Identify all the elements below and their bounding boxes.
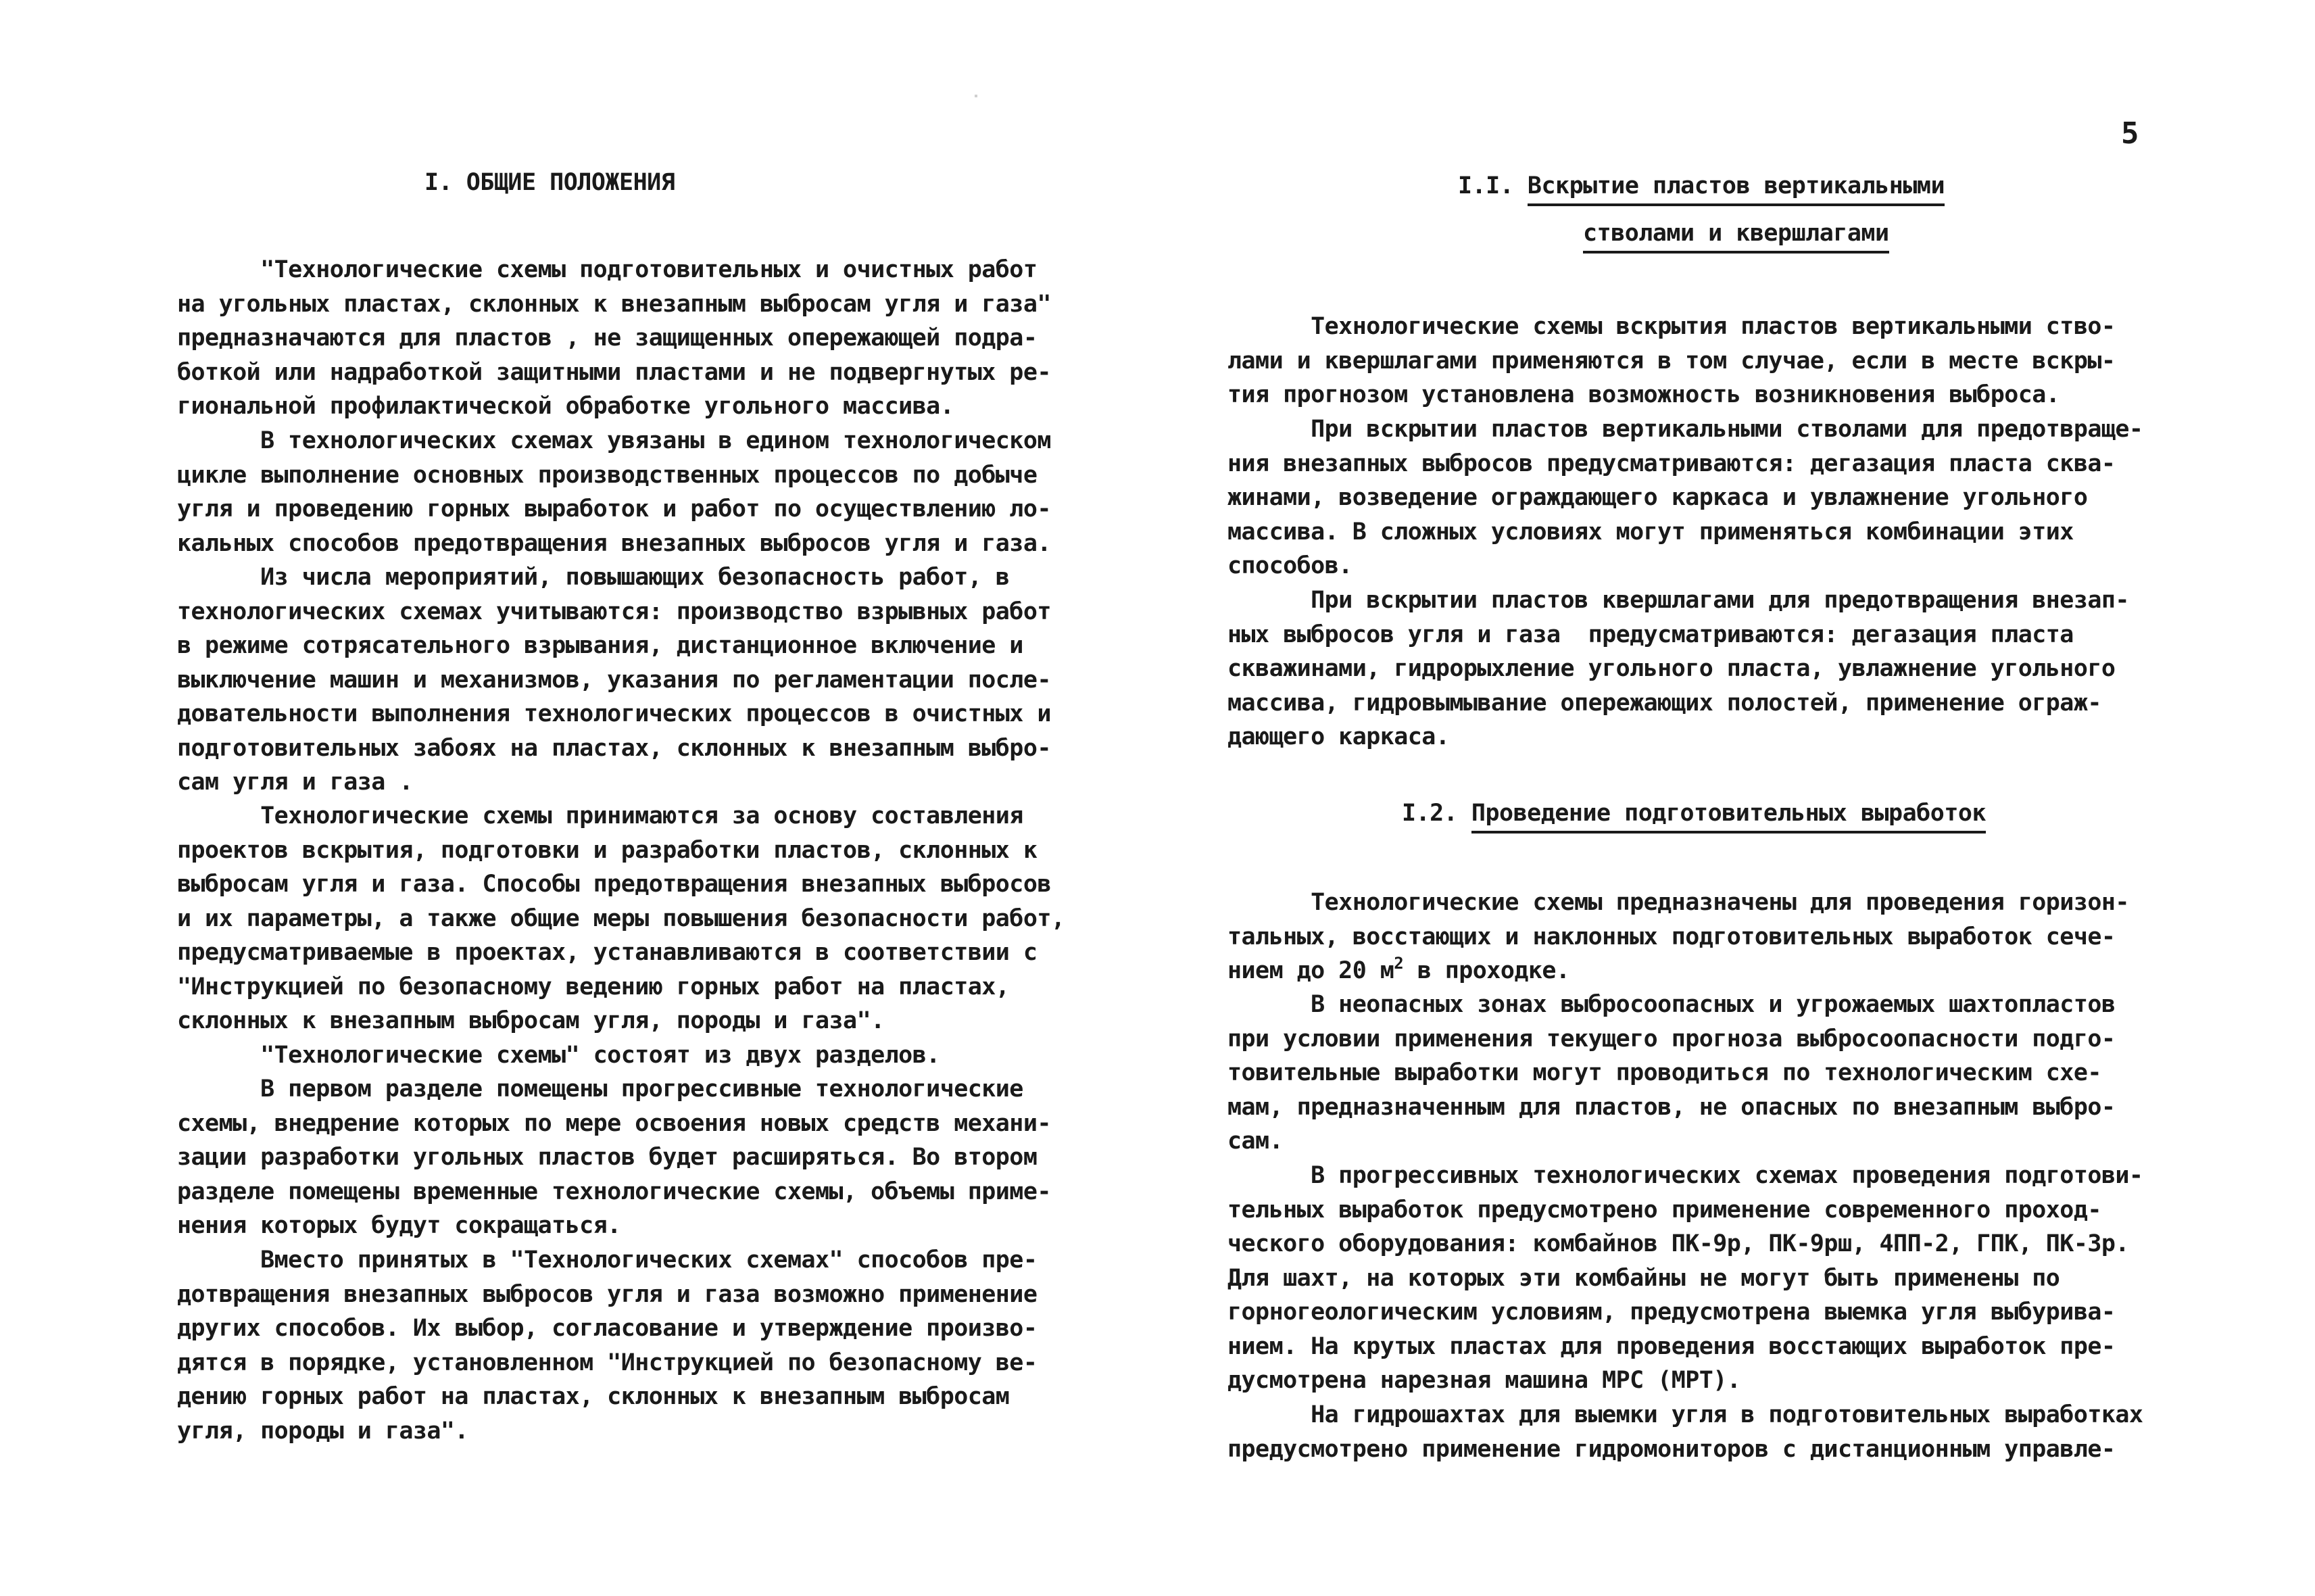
- section-number: I.I.: [1458, 172, 1514, 199]
- paragraph: "Технологические схемы" состоят из двух разделов.: [177, 1042, 940, 1069]
- section-title: Проведение подготовительных выработок: [1471, 800, 1986, 833]
- paragraph: При вскрытии пластов вертикальными стволами для предотвраще- ния внезапных выбросов предусматриваются: дегазация пласта сква- жинами, возведение ограждающего каркаса и увлажнение угольного массива. В сложных условиях могут применяться комбинации этих способов.: [1227, 416, 2143, 579]
- scan-dot: [975, 95, 977, 97]
- section-heading-1-1-line2: [1583, 220, 1889, 247]
- paragraph: В первом разделе помещены прогрессивные технологические схемы, внедрение которых по мере освоения новых средств механи- зации разработки угольных пластов будет расширяться. Во втором разделе помещены временные технологические схемы, объемы приме- нения которых будут сокращаться.: [177, 1075, 1051, 1239]
- paragraph: Вместо принятых в "Технологических схемах" способов пре- дотвращения внезапных выбросов угля и газа возможно применение других способов. Их выбор, согласование и утверждение произво- дятся в порядке, установленном "Инструкцией по безопасному ве- дению горных работ на пластах, склонных к внезапным выбросам угля, породы и газа".: [177, 1247, 1038, 1445]
- paragraph-text: Технологические схемы предназначены для проведения горизон- тальных, восстающих и наклонных подготовительных выработок сече- нием до 20 м: [1227, 889, 2129, 984]
- paragraph: "Технологические схемы подготовительных и очистных работ на угольных пластах, склонных к внезапным выбросам угля и газа" предназначаются для пластов , не защищенных опережающей подра- боткой или надработкой защитными пластами и не подвергнутых ре- гиональной профилактической обработке угольного массива.: [177, 256, 1051, 420]
- paragraph: Технологические схемы вскрытия пластов вертикальными ство- лами и квершлагами применяются в том случае, если в месте вскры- тия прогнозом установлена возможность возникновения выброса.: [1227, 313, 2116, 408]
- paragraph: При вскрытии пластов квершлагами для предотвращения внезап- ных выбросов угля и газа предусматриваются: дегазация пласта скважинами, гидрорыхление угольного пласта, увлажнение угольного массива, гидровымывание опережающих полостей, применение ограж- дающего каркаса.: [1227, 587, 2129, 750]
- section-number: I.2.: [1402, 800, 1458, 827]
- paragraph: [1227, 886, 2129, 988]
- paragraph: Из числа мероприятий, повышающих безопасность работ, в технологических схемах учитываются: производство взрывных работ в режиме сотрясательного взрывания, дистанционное включение и выключение машин и механизмов, указания по регламентации после- довательности выполнения технологических процессов в очистных и подготовительных забоях на пластах, склонных к внезапным выбро- сам угля и газа .: [177, 564, 1051, 796]
- right-page: [1157, 0, 2315, 1596]
- paragraph: В неопасных зонах выбросоопасных и угрожаемых шахтопластов при условии применения текущего прогноза выбросоопасности подго- товительные выработки могут проводиться по технологическим схе- мам, предназначенным для пластов, не опасных по внезапным выбро- сам.: [1227, 991, 2116, 1155]
- page-number: 5: [2121, 116, 2139, 151]
- paragraph: На гидрошахтах для выемки угля в подготовительных выработках предусмотрено применение гидромониторов с дистанционным управле-: [1227, 1401, 2143, 1463]
- section-heading-1-1: [1458, 172, 1945, 199]
- left-page: [0, 0, 1157, 1596]
- section-title-line1: Вскрытие пластов вертикальными: [1528, 172, 1945, 206]
- paragraph: В технологических схемах увязаны в едином технологическом цикле выполнение основных производственных процессов по добыче угля и проведению горных выработок и работ по осуществлению ло- кальных способов предотвращения внезапных выбросов угля и газа.: [177, 427, 1051, 557]
- superscript: 2: [1394, 954, 1404, 973]
- section-heading-general: I. ОБЩИЕ ПОЛОЖЕНИЯ: [424, 169, 675, 196]
- paragraph: В прогрессивных технологических схемах проведения подготови- тельных выработок предусмотрено применение современного проход- ческого оборудования: комбайнов ПК-9р, ПК-9рш, 4ПП-2, ГПК, ПК-3р. Для шахт, на которых эти комбайны не могут быть применены по горногеологическим условиям, предусмотрена выемка угля выбурива- нием. На крутых пластах для проведения восстающих выработок пре- дусмотрена нарезная машина МРС (МРТ).: [1227, 1162, 2143, 1394]
- paragraph: Технологические схемы принимаются за основу составления проектов вскрытия, подготовки и разработки пластов, склонных к выбросам угля и газа. Способы предотвращения внезапных выбросов и их параметры, а также общие меры повышения безопасности работ, предусматриваемые в проектах, устанавливаются в соответствии с "Инструкцией по безопасному ведению горных работ на пластах, склонных к внезапным выбросам угля, породы и газа".: [177, 802, 1065, 1034]
- paragraph-text: в проходке.: [1403, 957, 1570, 984]
- section-title-line2: стволами и квершлагами: [1583, 220, 1889, 253]
- section-heading-1-2: [1402, 800, 1986, 827]
